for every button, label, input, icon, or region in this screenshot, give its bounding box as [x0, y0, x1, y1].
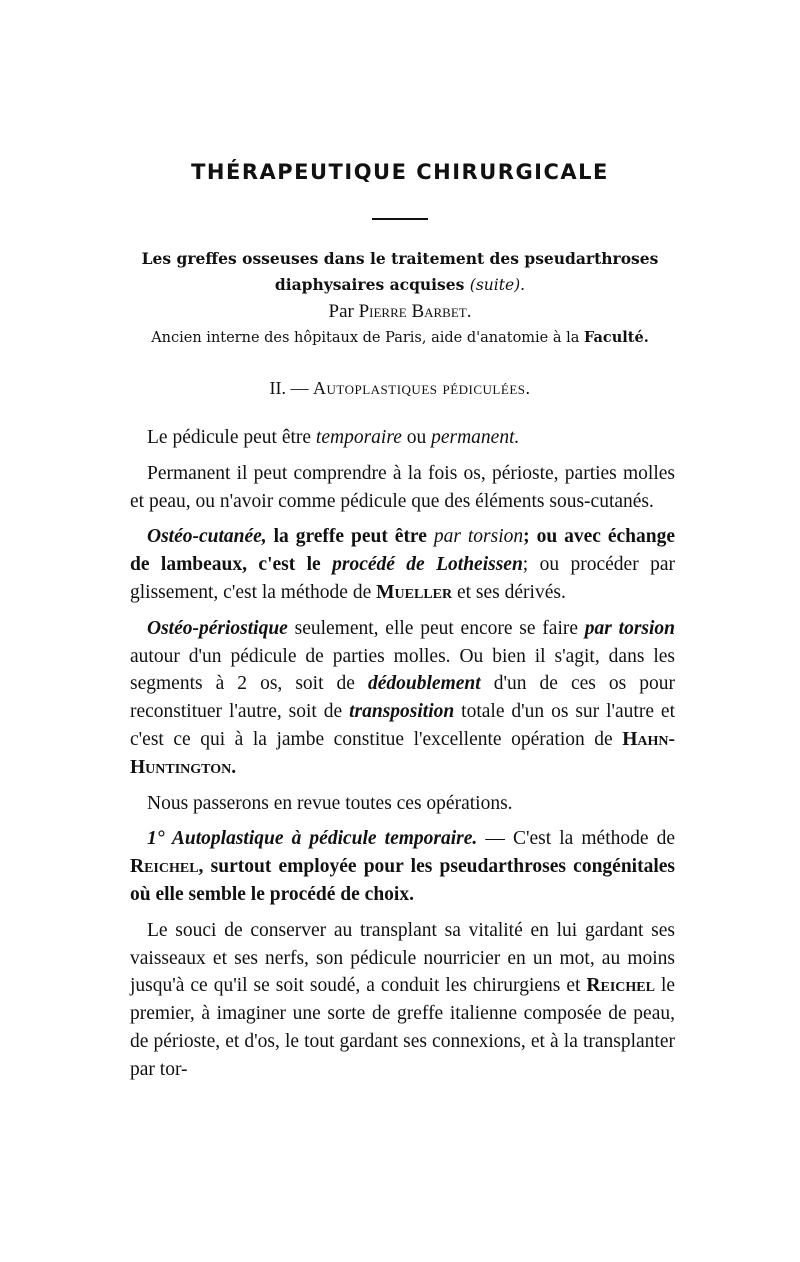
- p4-label: 1° Autoplastique à pédicule temporaire.: [147, 828, 478, 850]
- paragraph-3b: [130, 790, 675, 818]
- paragraph-3: [130, 615, 675, 782]
- p1-permanent: permanent.: [431, 427, 520, 448]
- title-rule: [372, 218, 428, 220]
- paragraph-1: [130, 424, 675, 452]
- p5-text-a: Le souci de conserver au transplant sa vitalité en lui gardant ses vaisseaux et ses nerfs, son pédicule nourricier en un mot, au moins jusqu'à ce qu'il se soit soudé, a conduit les chirurgiens et: [130, 919, 675, 997]
- p3-dedoublement: dédoublement: [368, 673, 481, 695]
- affiliation-end: Faculté.: [584, 329, 649, 346]
- p1-text-a: Le pédicule peut être: [147, 427, 312, 448]
- paragraph-2: [130, 523, 675, 606]
- p1-ou: ou: [406, 427, 427, 448]
- paragraph-4: [130, 825, 675, 908]
- p4-reichel: Reichel,: [130, 856, 204, 878]
- p1-text-b: Permanent il peut comprendre à la fois os, périoste, parties molles et peau, ou n'avoir comme pédicule que des éléments sous-cutanés.: [130, 462, 675, 512]
- author-name: Pierre Barbet.: [358, 301, 472, 322]
- p2-text-a: la greffe peut être: [273, 526, 427, 548]
- subheading-text: Autoplastiques pédiculées.: [313, 378, 531, 398]
- p2-mueller: Mueller: [376, 581, 453, 603]
- section-title: THÉRAPEUTIQUE CHIRURGICALE: [191, 160, 609, 184]
- p3-text-a: seulement, elle peut encore se faire: [294, 617, 579, 639]
- p2-text-b: ; ou avec échange de lambeaux, c'est le: [130, 526, 676, 576]
- subheading-number: II. —: [269, 378, 309, 398]
- author-line: [0, 301, 800, 323]
- p3-transposition: transposition: [349, 701, 455, 723]
- body-text: [130, 424, 675, 1092]
- p3-par-torsion: par torsion: [584, 617, 676, 639]
- author-prefix: Par: [328, 301, 354, 322]
- article-title-text: Les greffes osseuses dans le traitement des pseudarthroses diaphysaires acquises: [141, 249, 659, 294]
- p3-text-d: totale d'un os sur l'autre et c'est ce qui à la jambe constitue l'excellente opération de: [130, 701, 675, 750]
- p2-text-d: et ses dérivés.: [456, 581, 566, 603]
- p2-label: Ostéo-cutanée,: [147, 526, 267, 548]
- p5-reichel: Reichel: [586, 975, 655, 997]
- p2-text-c: ; ou procéder par glissement, c'est la méthode de: [130, 554, 676, 603]
- p4-text-a: — C'est la méthode de: [485, 828, 676, 850]
- p2-procede: procédé de Lotheissen: [332, 554, 523, 576]
- p3-text-c: d'un de ces os pour reconstituer l'autre, soit de: [130, 673, 676, 723]
- article-title: [110, 246, 690, 298]
- p3-label: Ostéo-périostique: [147, 617, 288, 639]
- p1-temporaire: temporaire: [315, 427, 402, 448]
- subheading: [0, 378, 800, 399]
- author-affiliation: [100, 329, 700, 346]
- article-title-suffix: (suite).: [469, 276, 526, 294]
- p2-par-torsion: par torsion: [433, 526, 524, 548]
- p3-text-b: autour d'un pédicule de parties molles. Ou bien il s'agit, dans les segments à 2 os, soit de: [130, 645, 675, 695]
- paragraph-1b: [130, 460, 675, 516]
- p3-text-e: Nous passerons en revue toutes ces opérations.: [147, 792, 513, 814]
- paragraph-5: [130, 917, 675, 1084]
- p4-text-b: surtout employée pour les pseudarthroses congénitales où elle semble le procédé de choix.: [130, 856, 675, 905]
- p3-hahn-huntington: Hahn-Huntington.: [130, 728, 676, 778]
- affiliation-main: Ancien interne des hôpitaux de Paris, aide d'anatomie à la: [151, 330, 580, 346]
- p5-text-b: le premier, à imaginer une sorte de greffe italienne composée de peau, de périoste, et d'os, le tout gardant ses connexions, et à la transplanter par tor-: [130, 975, 676, 1080]
